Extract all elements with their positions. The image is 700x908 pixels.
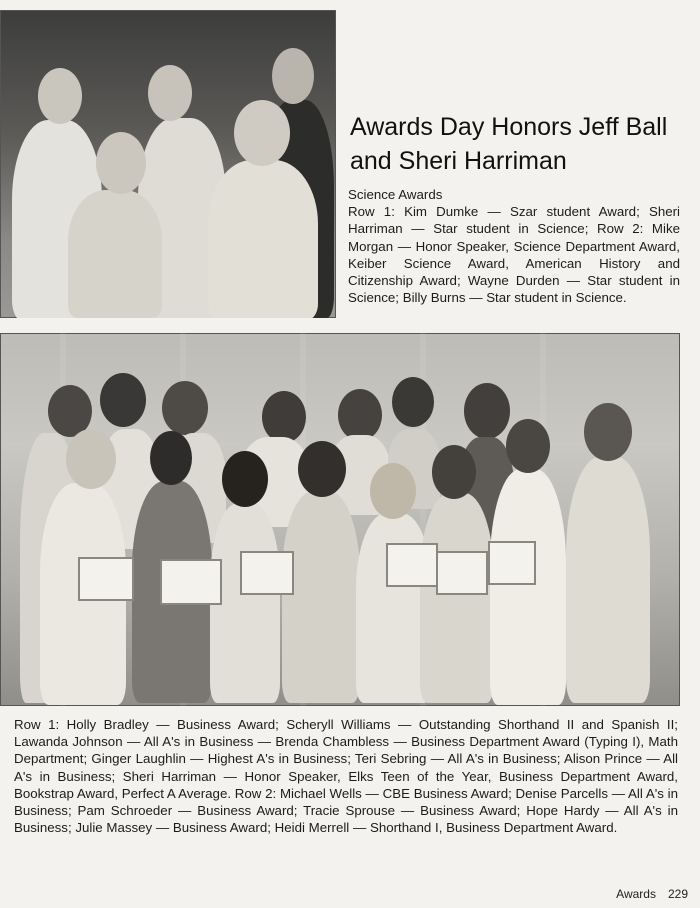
science-awards-heading: Science Awards xyxy=(348,187,443,202)
business-awards-caption: Row 1: Holly Bradley — Business Award; Scheryll Williams — Outstanding Shorthand II and Spanish II; Lawanda Johnson — All A's in Business — Brenda Chambless — Business Department Award (Typing I), Math Department; Ginger Laughlin — Highest A's in Business; Teri Sebring — All A's in Business; Alison Prince — All A's in Business; Sheri Harriman — Honor Speaker, Elks Teen of the Year, Business Department Award, Bookstrap Award, Perfect A Average. Row 2: Michael Wells — CBE Business Award; Denise Parcells — All A's in Business; Pam Schroeder — Business Award; Tracie Sprouse — Business Award; Hope Hardy — All A's in Business; Julie Massey — Business Award; Heidi Merrell — Shorthand I, Business Department Award. xyxy=(14,717,678,836)
student-figure xyxy=(262,391,306,443)
page-footer xyxy=(616,887,688,901)
student-figure xyxy=(464,383,510,439)
award-certificate xyxy=(488,541,536,585)
footer-section-label: Awards xyxy=(616,887,656,901)
award-certificate xyxy=(78,557,134,601)
page-number: 229 xyxy=(667,887,688,901)
award-certificate xyxy=(240,551,294,595)
student-figure xyxy=(100,373,146,427)
business-awards-photo xyxy=(0,333,680,706)
award-certificate xyxy=(386,543,438,587)
student-figure xyxy=(392,377,434,427)
science-awards-caption xyxy=(348,186,680,306)
student-figure xyxy=(162,381,208,435)
award-certificate xyxy=(160,559,222,605)
award-certificate xyxy=(436,551,488,595)
page-headline: Awards Day Honors Jeff Ball and Sheri Harriman xyxy=(350,113,668,175)
science-awards-text: Row 1: Kim Dumke — Szar student Award; Sheri Harriman — Star student in Science; Row 2: Mike Morgan — Honor Speaker, Science Department Award, Keiber Science Award, American History and Citizenship Award; Wayne Durden — Star student in Science; Billy Burns — Star student in Science. xyxy=(348,204,680,306)
science-awards-photo xyxy=(0,10,336,318)
student-figure xyxy=(338,389,382,441)
